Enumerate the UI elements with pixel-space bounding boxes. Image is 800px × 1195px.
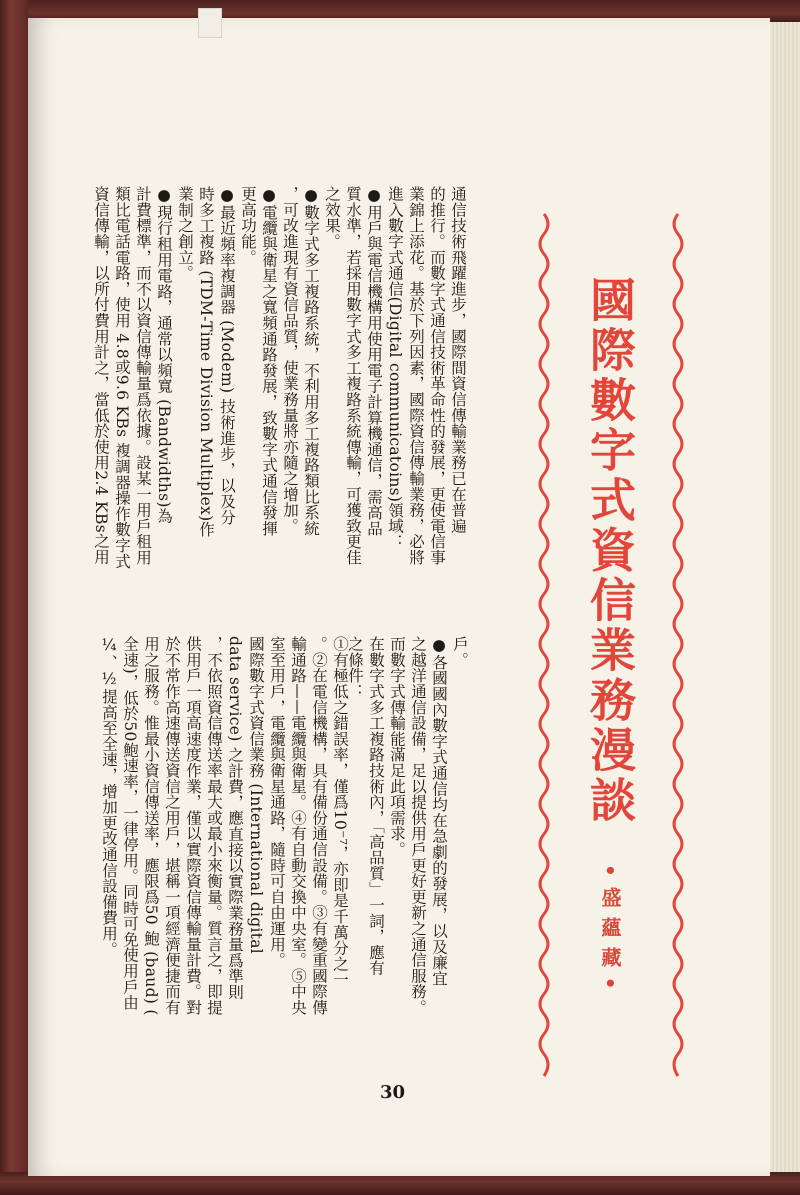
book-binding-left — [0, 0, 28, 1195]
article-column-lower: ①有極低之錯誤率，僅爲10⁻⁷，亦即是千萬分之一 。②在電信機構，具有備份通信設備。③有變重國際傳 輸通路——電纜與衛星。④有自動交換中央室。⑤中央 室至用戶，電纜與衛星通路，隨時可自由運用。 國際數字式資信業務 (International digital data service) 之計費，應直接以實際業務量爲準則 ，不依照資信傳送率最大或最小來衡量。質言之，即提 供用戶一項高速度作業，僅以實際資信傳輸量計費。對 於不常作高速傳送資信之用戶，堪稱一項經濟便捷而有 用之服務。惟最小資信傳送率，應限爲50 鮑 (baud) ( 全速)，低於50鮑速率，一律停用。同時可免使用戶由 ¼、½提高至全速，增加更改通信設備費用。 — [100, 636, 349, 1016]
title-panel — [536, 214, 686, 1076]
article-text-main — [88, 186, 468, 616]
page-edge-stack — [770, 22, 800, 1172]
article-column-upper: 通信技術飛躍進步，國際間資信傳輸業務已在普遍 的推行。而數字式通信技術革命性的發展，更使電信事 業錦上添花。基於下列因素，國際資信傳輸業務，必將 進入數字式通信(Digital communicatoins)領域： ●用戶與電信機構用使用電子計算機通信，需高品 質水準，若採用數字式多工複路系統傳輸，可獲致更佳 之效果。 ●數字式多工複路系統，不利用多工複路類比系統 ，可改進現有資信品質，使業務量將亦隨之增加。 ●電纜與衛星之寬頻通路發展，致數字式通信發揮 更高功能。 ●最近頻率複調器 (Modem) 技術進步，以及分 時多工複路 (TDM-Time Division Multiplex)作 業制之創立。 ●現行租用電路，通常以頻寬 (Bandwidths)為 計費標準，而不以資信傳輸量爲依據。設某一用戶租用 類比電話電路，使用 4.8或9.6 KBs 複調器操作數字式 資信傳輸，以所付費用計之，當低於使用2.4 KBs之用 — [92, 186, 467, 570]
article-author: •盛蘊藏• — [598, 864, 622, 1000]
article-text-lower — [88, 636, 350, 1076]
article-column-right-upper: 戶。 ●各國國內數字式通信均在急劇的發展，以及廉宜 之越洋通信設備，足以提供用戶更好更新之通信服務。 而數字式傳輸能滿足此項需求。 在數字式多工複路技術內，「高品質」一詞，應有 之條件： — [346, 636, 469, 1016]
zigzag-border-right — [670, 214, 686, 1076]
tape-strip — [198, 8, 222, 38]
article-title: 國際數字式資信業務漫談 — [583, 276, 637, 826]
article-text-right-upper — [346, 636, 470, 1076]
zigzag-border-left — [536, 214, 552, 1076]
page-number: 30 — [380, 1082, 406, 1103]
